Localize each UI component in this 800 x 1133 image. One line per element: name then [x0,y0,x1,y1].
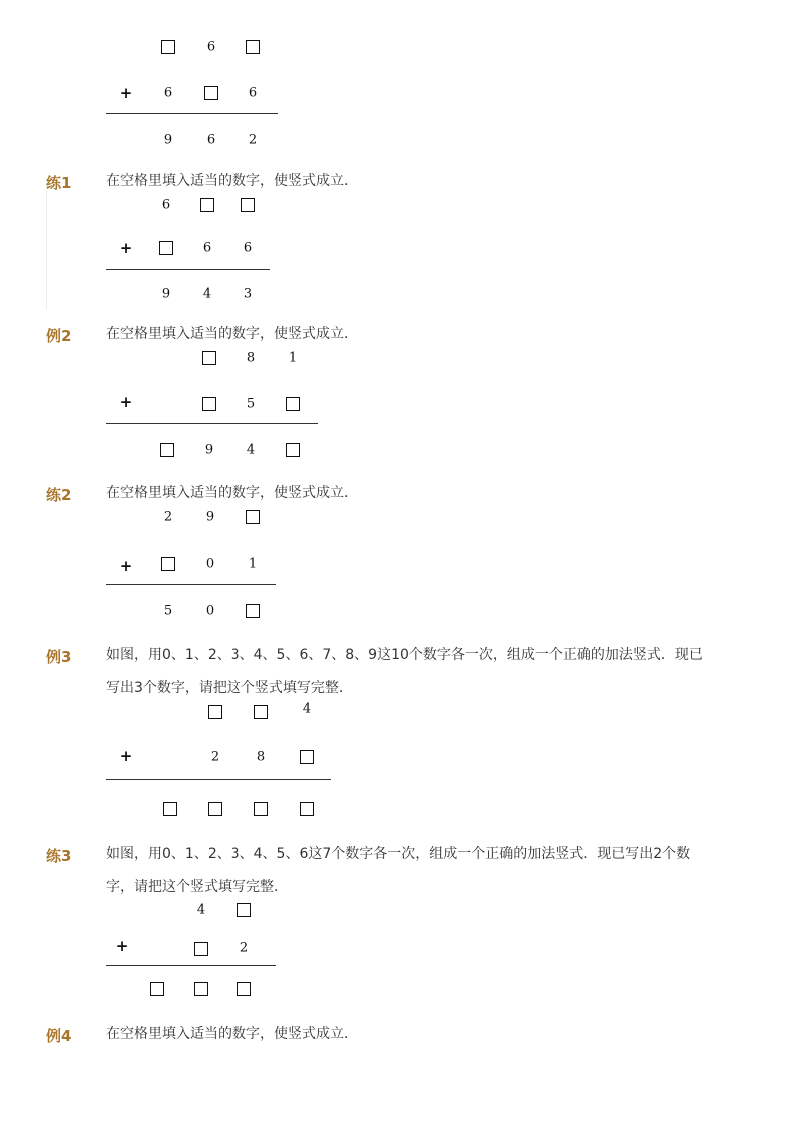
example-label: 例3 [46,648,72,666]
digit-box[interactable] [254,705,268,719]
problem-prompt: 在空格里填入适当的数字，使竖式成立． [106,485,358,501]
digit: 3 [243,286,253,302]
sum-line [106,113,278,114]
problem-prompt-line-2: 字，请把这个竖式填写完整． [106,879,288,895]
digit: 9 [204,442,214,458]
digit: 8 [256,749,266,765]
digit: 2 [239,940,249,956]
digit-box[interactable] [194,942,208,956]
digit: 6 [206,132,216,148]
digit-box[interactable] [300,802,314,816]
digit-box[interactable] [194,982,208,996]
digit-box[interactable] [150,982,164,996]
plus-sign: + [119,239,133,257]
problem-prompt: 在空格里填入适当的数字，使竖式成立． [106,326,358,342]
digit: 1 [248,556,258,572]
digit-box[interactable] [241,198,255,212]
digit-box[interactable] [246,510,260,524]
example-label: 例2 [46,327,72,345]
sum-line [106,423,318,424]
digit-box[interactable] [286,397,300,411]
plus-sign: + [115,937,129,955]
digit-box[interactable] [208,802,222,816]
margin-rule [46,190,47,310]
digit-box[interactable] [246,604,260,618]
digit: 0 [205,556,215,572]
digit: 6 [161,197,171,213]
digit: 2 [248,132,258,148]
example-label: 例4 [46,1027,72,1045]
problem-prompt: 在空格里填入适当的数字，使竖式成立． [106,173,358,189]
problem-prompt-line-1: 如图，用0、1、2、3、4、5、6、7、8、9这10个数字各一次，组成一个正确的加法竖式．现已 [106,647,703,663]
digit: 9 [205,509,215,525]
plus-sign: + [119,557,133,575]
plus-sign: + [119,393,133,411]
problem-prompt-line-2: 写出3个数字，请把这个竖式填写完整． [106,680,353,696]
digit: 5 [246,396,256,412]
digit-box[interactable] [160,443,174,457]
digit-box[interactable] [286,443,300,457]
digit: 4 [202,286,212,302]
digit-box[interactable] [254,802,268,816]
sum-line [106,965,276,966]
sum-line [106,779,331,780]
digit-box[interactable] [237,903,251,917]
digit-box[interactable] [200,198,214,212]
exercise-label: 练2 [46,486,72,504]
digit-box[interactable] [161,40,175,54]
digit: 6 [202,240,212,256]
digit: 6 [163,85,173,101]
sum-line [106,584,276,585]
digit-box[interactable] [202,351,216,365]
problem-prompt-line-1: 如图，用0、1、2、3、4、5、6这7个数字各一次，组成一个正确的加法竖式．现已写出2个数 [106,846,691,862]
digit-box[interactable] [300,750,314,764]
plus-sign: + [119,84,133,102]
digit: 4 [302,701,312,717]
digit-box[interactable] [161,557,175,571]
digit: 8 [246,350,256,366]
digit-box[interactable] [159,241,173,255]
digit: 2 [210,749,220,765]
digit: 2 [163,509,173,525]
digit: 9 [161,286,171,302]
sum-line [106,269,270,270]
digit: 1 [288,350,298,366]
problem-prompt: 在空格里填入适当的数字，使竖式成立． [106,1026,358,1042]
digit: 4 [196,902,206,918]
digit-box[interactable] [237,982,251,996]
digit-box[interactable] [163,802,177,816]
digit-box[interactable] [208,705,222,719]
digit: 6 [206,39,216,55]
digit: 6 [243,240,253,256]
digit-box[interactable] [202,397,216,411]
digit: 6 [248,85,258,101]
digit: 5 [163,603,173,619]
digit: 0 [205,603,215,619]
digit: 9 [163,132,173,148]
exercise-label: 练3 [46,847,72,865]
exercise-label: 练1 [46,174,72,192]
plus-sign: + [119,747,133,765]
digit-box[interactable] [246,40,260,54]
digit: 4 [246,442,256,458]
digit-box[interactable] [204,86,218,100]
